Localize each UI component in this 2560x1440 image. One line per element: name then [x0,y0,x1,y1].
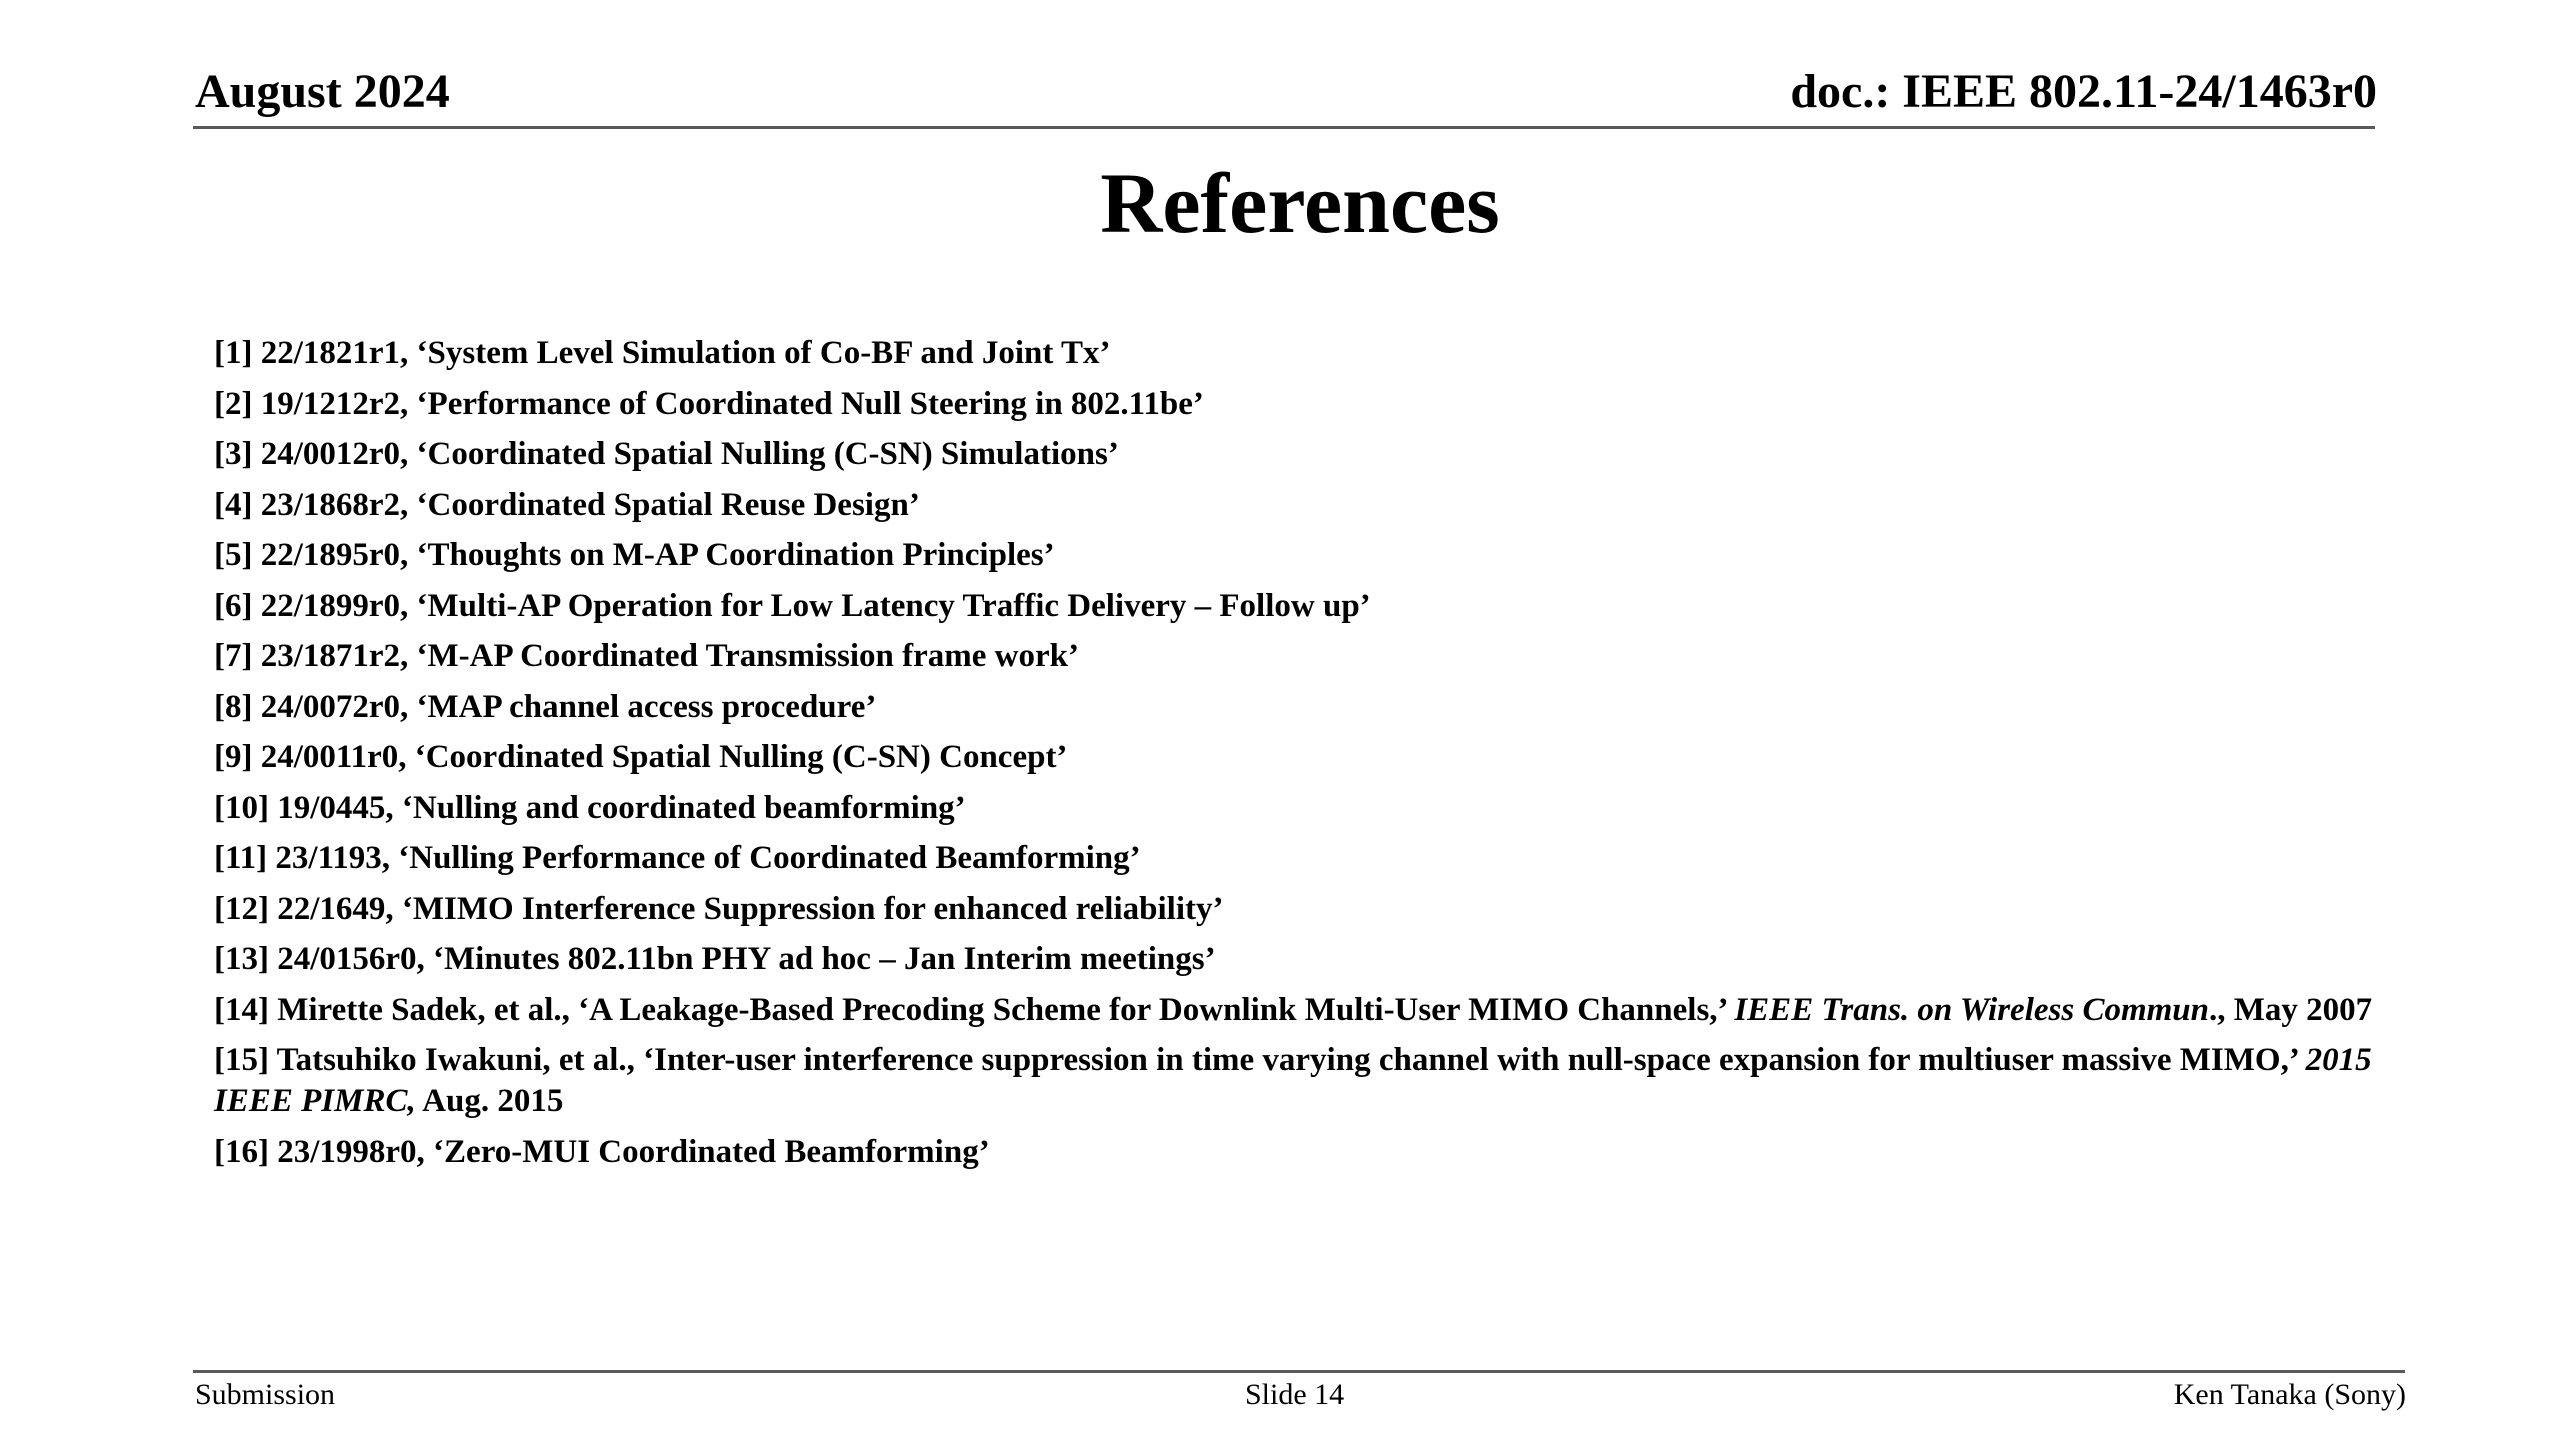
reference-text: [12] 22/1649, ‘MIMO Interference Suppression for enhanced reliability’ [214,890,1224,927]
reference-text: [7] 23/1871r2, ‘M-AP Coordinated Transmission frame work’ [214,638,1079,674]
reference-item [214,1132,2444,1173]
reference-journal: IEEE Trans. on Wireless Commun [1734,991,2210,1028]
reference-item [214,434,2444,475]
reference-item [214,838,2444,879]
reference-item [214,889,2444,930]
reference-text: [5] 22/1895r0, ‘Thoughts on M-AP Coordination Principles’ [214,537,1055,573]
reference-item [214,737,2444,778]
reference-text: [1] 22/1821r1, ‘System Level Simulation of Co-BF and Joint Tx’ [214,335,1111,371]
reference-text: [4] 23/1868r2, ‘Coordinated Spatial Reuse Design’ [214,486,920,523]
header-divider [193,126,2375,129]
reference-text: [14] Mirette Sadek, et al., ‘A Leakage-Based Precoding Scheme for Downlink Multi-User MIMO Channels,’ [214,991,1735,1028]
reference-text: [13] 24/0156r0, ‘Minutes 802.11bn PHY ad hoc – Jan Interim meetings’ [214,941,1216,977]
reference-item [214,384,2444,425]
header-date: August 2024 [195,65,450,118]
reference-item [214,636,2444,677]
footer-submission: Submission [195,1378,336,1411]
reference-text: [10] 19/0445, ‘Nulling and coordinated beamforming’ [214,789,966,826]
reference-text: [8] 24/0072r0, ‘MAP channel access procedure’ [214,688,877,725]
footer-divider [193,1370,2405,1373]
reference-text: [3] 24/0012r0, ‘Coordinated Spatial Nulling (C-SN) Simulations’ [214,436,1119,472]
reference-item [214,1040,2444,1122]
reference-item [214,788,2444,829]
reference-text: [11] 23/1193, ‘Nulling Performance of Coordinated Beamforming’ [214,840,1141,876]
slide-title: References [1100,155,1500,251]
header-doc-id: doc.: IEEE 802.11-24/1463r0 [1790,65,2377,118]
footer-slide-number: Slide 14 [1245,1378,1345,1411]
reference-text: [15] Tatsuhiko Iwakuni, et al., ‘Inter-user interference suppression in time varying channel with null-space expansion for multiuser massive MIMO,’ [214,1042,2306,1078]
reference-item [214,687,2444,728]
reference-item [214,485,2444,526]
reference-list [214,333,2444,1182]
reference-text: [9] 24/0011r0, ‘Coordinated Spatial Nulling (C-SN) Concept’ [214,739,1068,775]
reference-item [214,535,2444,576]
reference-date: Aug. 2015 [415,1083,564,1119]
reference-item [214,586,2444,627]
reference-journal: 2015 IEEE PIMRC, [214,1042,2372,1119]
reference-item [214,990,2444,1031]
reference-date: ., May 2007 [2209,991,2373,1028]
reference-text: [16] 23/1998r0, ‘Zero-MUI Coordinated Beamforming’ [214,1133,990,1170]
reference-item [214,333,2444,374]
footer-author: Ken Tanaka (Sony) [2173,1378,2406,1411]
reference-text: [2] 19/1212r2, ‘Performance of Coordinated Null Steering in 802.11be’ [214,385,1204,422]
reference-item [214,939,2444,980]
reference-text: [6] 22/1899r0, ‘Multi-AP Operation for Low Latency Traffic Delivery – Follow up’ [214,587,1371,624]
